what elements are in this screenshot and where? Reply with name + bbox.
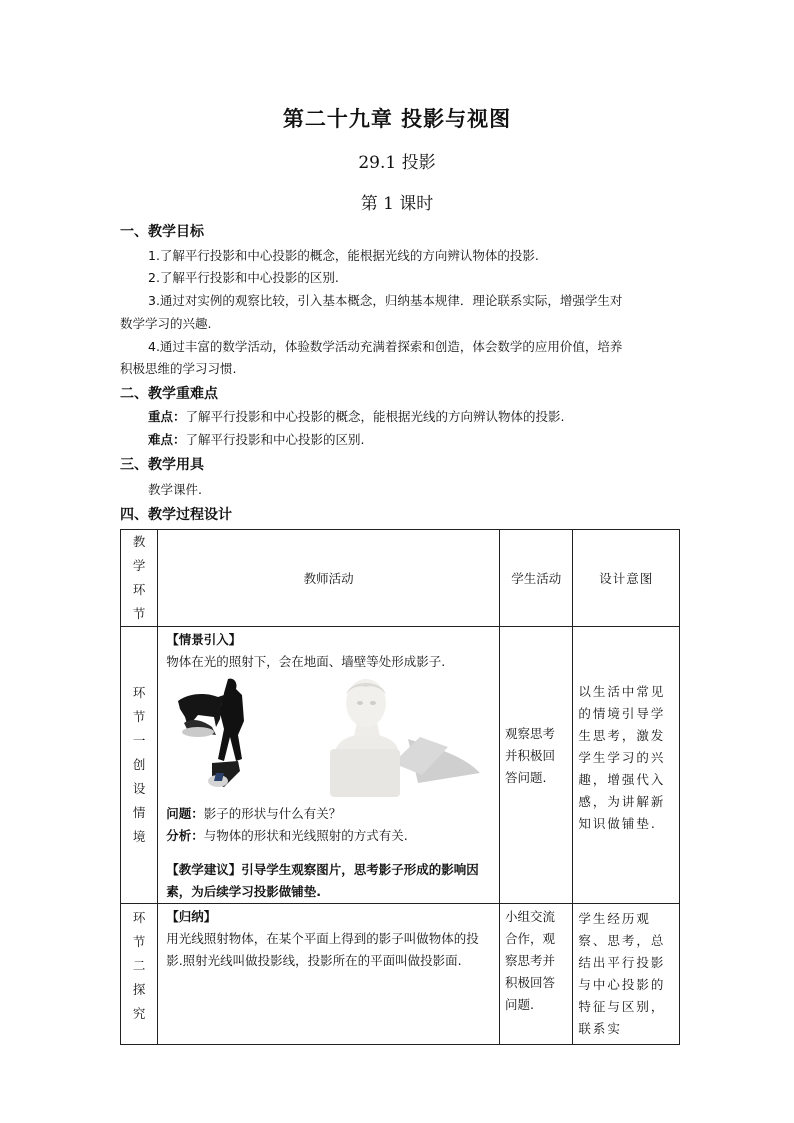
scene-intro-text: 物体在光的照射下，会在地面、墙壁等处形成影子.: [166, 654, 446, 669]
summary-tag: 【归纳】: [166, 909, 217, 924]
objective-item: 数学学习的兴趣.: [120, 316, 212, 331]
difficulty-line: [120, 429, 678, 451]
stage-cell: 环 节 一 创 设 情 境: [121, 627, 158, 904]
section-title: 29.1 投影: [358, 153, 436, 173]
analysis-line: 分析：与物体的形状和光线照射的方式有关.: [166, 828, 408, 843]
student-activity-cell: 观察思考并积极回答问题.: [500, 627, 573, 904]
process-heading: 四、教学过程设计: [120, 507, 232, 523]
objective-item: 2.了解平行投影和中心投影的区别.: [148, 270, 339, 285]
focus-label: 重点：: [148, 409, 186, 424]
teacher-activity-cell: [158, 904, 500, 1045]
shadow-photos: [158, 677, 488, 799]
table-row: [121, 627, 680, 904]
student-header: 学生活动: [500, 530, 573, 627]
difficulty-label: 难点：: [148, 432, 186, 447]
objective-item: 积极思维的学习习惯.: [120, 361, 237, 376]
summary-text: 用光线照射物体，在某个平面上得到的影子叫做物体的投影.照射光线叫做投影线，投影所在的平面叫做投影面.: [166, 931, 479, 968]
objective-item: 3.通过对实例的观察比较，引入基本概念，归纳基本规律．理论联系实际，增强学生对: [148, 293, 623, 308]
teacher-activity-cell: [158, 627, 500, 904]
dog-person-silhouette-image: [178, 679, 244, 787]
intent-header: 设计意图: [573, 530, 680, 627]
teaching-advice: 【教学建议】引导学生观察图片，思考影子形成的影响因素，为后续学习投影做铺垫.: [166, 862, 479, 899]
focus-line: [120, 406, 678, 428]
question-line: 问题：影子的形状与什么有关？: [166, 806, 342, 821]
table-row: [121, 904, 680, 1045]
chapter-title: 第二十九章 投影与视图: [282, 107, 512, 131]
scene-intro-tag: 【情景引入】: [166, 632, 242, 647]
tools-text: 教学课件.: [148, 482, 202, 497]
focus-text: 了解平行投影和中心投影的概念，能根据光线的方向辨认物体的投影.: [185, 409, 565, 424]
objectives-heading: 一、教学目标: [120, 224, 204, 240]
process-table: [120, 529, 680, 1045]
objective-item: 1.了解平行投影和中心投影的概念，能根据光线的方向辨认物体的投影.: [148, 248, 539, 263]
teacher-header: 教师活动: [158, 530, 500, 627]
student-activity-cell: 小组交流合作，观察思考并积极回答问题.: [500, 904, 573, 1045]
bust-statue-image: [330, 679, 480, 797]
tools-heading: 三、教学用具: [120, 457, 204, 473]
objective-item: 4.通过丰富的数学活动，体验数学活动充满着探索和创造，体会数学的应用价值，培养: [148, 339, 623, 354]
design-intent-cell: 以生活中常见的情境引导学生思考，激发学生学习的兴趣，增强代入感，为讲解新知识做铺垫.: [573, 627, 680, 904]
key-points-heading: 二、教学重难点: [120, 386, 218, 402]
design-intent-cell: 学生经历观察、思考，总结出平行投影与中心投影的特征与区别，联系实: [573, 904, 680, 1045]
shadow-illustrations: [158, 677, 493, 799]
stage-header: 教 学 环 节: [121, 530, 158, 627]
lesson-title: 第 1 课时: [360, 194, 434, 214]
difficulty-text: 了解平行投影和中心投影的区别.: [185, 432, 365, 447]
stage-cell: 环 节 二 探 究: [121, 904, 158, 1045]
table-header-row: [121, 530, 680, 627]
